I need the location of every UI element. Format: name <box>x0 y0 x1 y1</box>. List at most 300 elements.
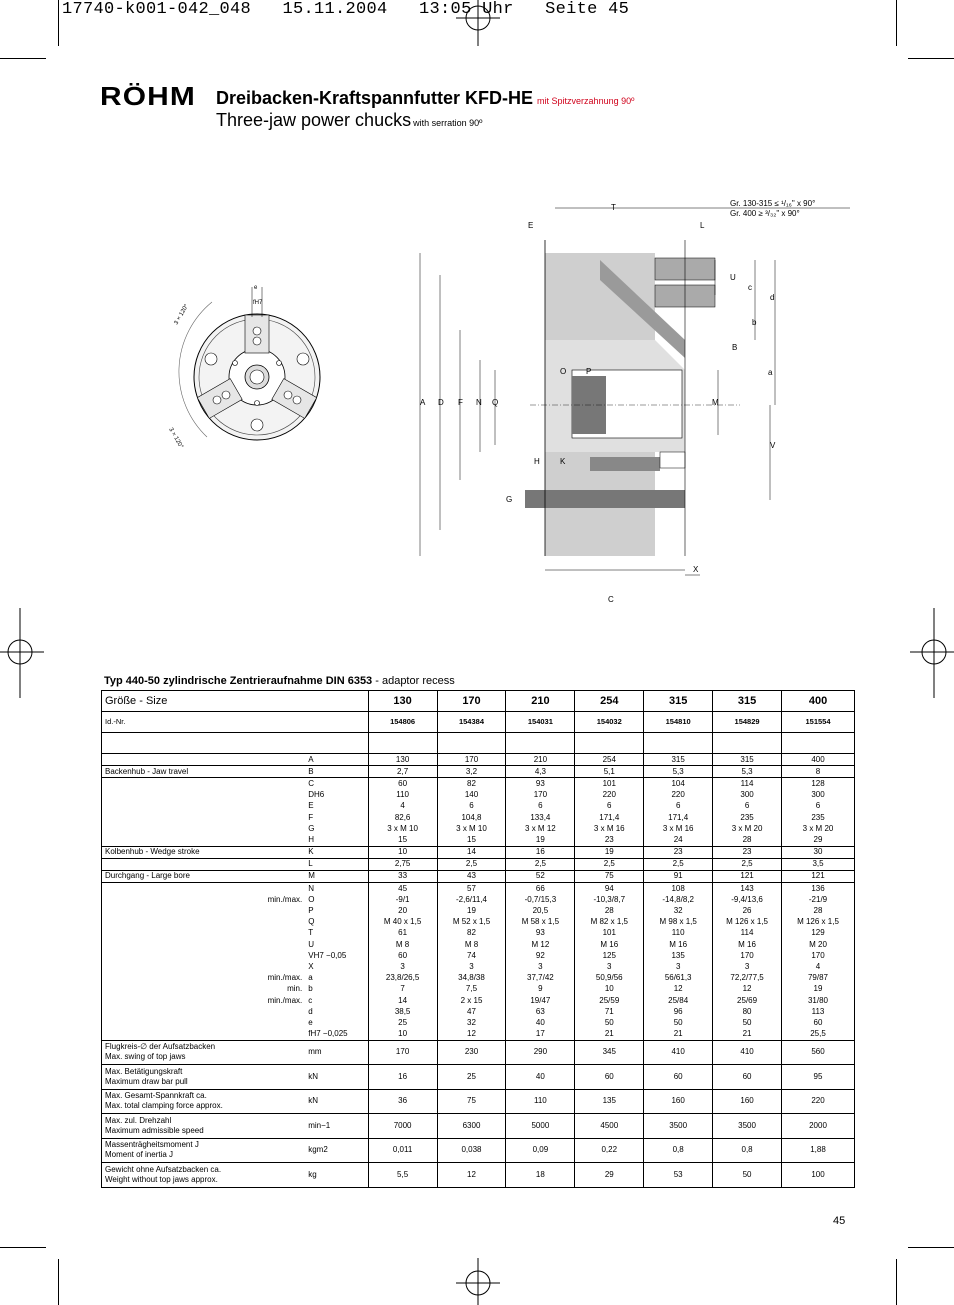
id-cell: 154810 <box>644 712 713 733</box>
label-en: Moment of inertia J <box>105 1150 174 1160</box>
value-cell: -14,8/8,2 <box>644 894 713 905</box>
value-cell: 92 <box>506 950 575 961</box>
value-cell: 25/84 <box>644 995 713 1006</box>
value-cell: 3,2 <box>437 766 506 778</box>
value-cell: 3 x M 20 <box>782 823 855 834</box>
row-label <box>102 1114 306 1139</box>
row-label <box>102 917 250 928</box>
title-en-main: Three-jaw power chucks <box>216 110 412 130</box>
dim-M: M <box>712 398 719 407</box>
value-cell: 2 x 15 <box>437 995 506 1006</box>
registration-mark-top <box>456 0 500 48</box>
row-symbol: d <box>305 1006 368 1017</box>
crop-mark <box>896 1259 897 1305</box>
blank-cell <box>506 733 575 754</box>
value-cell: 133,4 <box>506 812 575 823</box>
value-cell: 101 <box>575 778 644 790</box>
table-row <box>102 1163 855 1188</box>
value-cell: 47 <box>437 1006 506 1017</box>
blank-cell <box>437 733 506 754</box>
drawing-note-2: Gr. 400 ≥ ³/₃₂" x 90° <box>730 209 800 218</box>
value-cell: 113 <box>782 1006 855 1017</box>
value-cell: 136 <box>782 883 855 895</box>
label-de: Max. Gesamt-Spannkraft ca. <box>105 1091 207 1101</box>
value-cell: 254 <box>575 754 644 766</box>
table-row <box>102 790 855 801</box>
table-row <box>102 1029 855 1041</box>
value-cell: 75 <box>437 1089 506 1114</box>
value-cell: M 98 x 1,5 <box>644 917 713 928</box>
row-label <box>102 1065 306 1090</box>
value-cell: 93 <box>506 928 575 939</box>
value-cell: 160 <box>644 1089 713 1114</box>
row-label <box>102 1017 250 1028</box>
value-cell: 25 <box>368 1017 437 1028</box>
row-label <box>102 1163 306 1188</box>
value-cell: 125 <box>575 950 644 961</box>
crop-mark <box>58 1259 59 1305</box>
row-qualifier <box>249 917 305 928</box>
row-symbol: H <box>305 834 368 846</box>
label-angle-2: 3 × 120° <box>167 427 184 450</box>
table-row <box>102 1138 855 1163</box>
value-cell: 79/87 <box>782 973 855 984</box>
row-unit: kN <box>305 1065 368 1090</box>
label-en: Maximum draw bar pull <box>105 1076 188 1086</box>
value-cell: 2,5 <box>644 858 713 870</box>
dim-B: B <box>732 343 738 352</box>
value-cell: 3 <box>713 961 782 972</box>
value-cell: 110 <box>644 928 713 939</box>
row-label: Backenhub - Jaw travel <box>102 766 250 778</box>
value-cell: 110 <box>506 1089 575 1114</box>
dim-N: N <box>476 398 482 407</box>
value-cell: 3,5 <box>782 858 855 870</box>
table-row <box>102 766 855 778</box>
value-cell: 50 <box>644 1017 713 1028</box>
value-cell: 220 <box>644 790 713 801</box>
value-cell: 12 <box>644 984 713 995</box>
value-cell: 6300 <box>437 1114 506 1139</box>
value-cell: 3 <box>644 961 713 972</box>
dim-K: K <box>560 457 566 466</box>
row-symbol: N <box>305 883 368 895</box>
row-label <box>102 928 250 939</box>
size-cell: 170 <box>437 691 506 712</box>
value-cell: 71 <box>575 1006 644 1017</box>
row-unit: min−1 <box>305 1114 368 1139</box>
title-en-sub: with serration 90º <box>413 118 483 128</box>
row-symbol: e <box>305 1017 368 1028</box>
value-cell: 345 <box>575 1040 644 1065</box>
value-cell: 400 <box>782 754 855 766</box>
dim-E: E <box>528 221 534 230</box>
value-cell: -10,3/8,7 <box>575 894 644 905</box>
size-cell: 315 <box>644 691 713 712</box>
value-cell: 96 <box>644 1006 713 1017</box>
value-cell: 25/59 <box>575 995 644 1006</box>
dim-H: H <box>534 457 540 466</box>
value-cell: 7 <box>368 984 437 995</box>
size-cell: 254 <box>575 691 644 712</box>
crop-mark <box>58 0 59 46</box>
row-symbol: C <box>305 778 368 790</box>
value-cell: 315 <box>644 754 713 766</box>
size-label: Größe - Size <box>102 691 369 712</box>
value-cell: 170 <box>713 950 782 961</box>
row-qualifier <box>249 1029 305 1041</box>
value-cell: 32 <box>644 905 713 916</box>
value-cell: 290 <box>506 1040 575 1065</box>
value-cell: 160 <box>713 1089 782 1114</box>
value-cell: 21 <box>644 1029 713 1041</box>
value-cell: M 58 x 1,5 <box>506 917 575 928</box>
technical-drawing <box>140 180 860 610</box>
value-cell: 23 <box>575 834 644 846</box>
value-cell: 6 <box>644 801 713 812</box>
value-cell: 37,7/42 <box>506 973 575 984</box>
value-cell: 114 <box>713 778 782 790</box>
row-qualifier: min. <box>287 984 303 994</box>
label-de: Max. zul. Drehzahl <box>105 1115 172 1125</box>
value-cell: 63 <box>506 1006 575 1017</box>
value-cell: 2,75 <box>368 858 437 870</box>
value-cell: 40 <box>506 1065 575 1090</box>
table-caption <box>104 675 455 687</box>
value-cell: 57 <box>437 883 506 895</box>
value-cell: 74 <box>437 950 506 961</box>
value-cell: 40 <box>506 1017 575 1028</box>
label-e: e <box>254 285 258 291</box>
value-cell: 6 <box>713 801 782 812</box>
value-cell: 5,3 <box>713 766 782 778</box>
value-cell: 3 x M 20 <box>713 823 782 834</box>
value-cell: 0,011 <box>368 1138 437 1163</box>
label-en: Weight without top jaws approx. <box>105 1174 218 1184</box>
size-row <box>102 691 855 712</box>
value-cell: 14 <box>437 846 506 858</box>
row-qualifier <box>249 801 305 812</box>
value-cell: 12 <box>437 1029 506 1041</box>
row-symbol: T <box>305 928 368 939</box>
row-label <box>102 883 250 895</box>
value-cell: 100 <box>782 1163 855 1188</box>
value-cell: 108 <box>644 883 713 895</box>
value-cell: -9/1 <box>368 894 437 905</box>
row-label <box>102 1138 306 1163</box>
row-qualifier <box>249 928 305 939</box>
value-cell: -9,4/13,6 <box>713 894 782 905</box>
value-cell: 114 <box>713 928 782 939</box>
value-cell: 56/61,3 <box>644 973 713 984</box>
value-cell: 28 <box>782 905 855 916</box>
value-cell: 25,5 <box>782 1029 855 1041</box>
value-cell: 3 x M 16 <box>575 823 644 834</box>
value-cell: 3 x M 10 <box>437 823 506 834</box>
value-cell: M 126 x 1,5 <box>713 917 782 928</box>
registration-mark-left <box>0 608 44 698</box>
value-cell: 170 <box>368 1040 437 1065</box>
value-cell: 104 <box>644 778 713 790</box>
id-cell: 154031 <box>506 712 575 733</box>
dim-F: F <box>458 398 463 407</box>
dim-G: G <box>506 495 513 504</box>
caption-bold: Typ 440-50 zylindrische Zentrieraufnahme DIN 6353 <box>104 675 373 687</box>
dim-P: P <box>586 367 592 376</box>
row-label: Durchgang - Large bore <box>102 870 250 882</box>
table-row <box>102 961 855 972</box>
value-cell: 28 <box>713 834 782 846</box>
value-cell: M 8 <box>368 939 437 950</box>
blank-cell <box>102 733 369 754</box>
value-cell: 12 <box>713 984 782 995</box>
value-cell: 10 <box>575 984 644 995</box>
row-symbol: X <box>305 961 368 972</box>
value-cell: 19 <box>575 846 644 858</box>
value-cell: 6 <box>575 801 644 812</box>
value-cell: 94 <box>575 883 644 895</box>
table-row <box>102 973 855 984</box>
value-cell: 17 <box>506 1029 575 1041</box>
value-cell: 80 <box>713 1006 782 1017</box>
row-symbol: F <box>305 812 368 823</box>
value-cell: 16 <box>368 1065 437 1090</box>
size-cell: 130 <box>368 691 437 712</box>
row-unit: kgm2 <box>305 1138 368 1163</box>
dim-U: U <box>730 273 736 282</box>
row-symbol: b <box>305 984 368 995</box>
value-cell: 2,5 <box>713 858 782 870</box>
value-cell: 50 <box>713 1163 782 1188</box>
value-cell: 410 <box>713 1040 782 1065</box>
value-cell: 61 <box>368 928 437 939</box>
value-cell: 5,1 <box>575 766 644 778</box>
value-cell: 19 <box>782 984 855 995</box>
row-qualifier <box>249 823 305 834</box>
table-row <box>102 812 855 823</box>
table-row <box>102 939 855 950</box>
table-row <box>102 1065 855 1090</box>
value-cell: 3 <box>575 961 644 972</box>
value-cell: 171,4 <box>575 812 644 823</box>
value-cell: 15 <box>368 834 437 846</box>
label-angle-1: 3 × 120° <box>173 303 191 326</box>
value-cell: 560 <box>782 1040 855 1065</box>
dim-b: b <box>752 318 757 327</box>
row-symbol: E <box>305 801 368 812</box>
id-cell: 151554 <box>782 712 855 733</box>
id-cell: 154032 <box>575 712 644 733</box>
value-cell: 93 <box>506 778 575 790</box>
blank-cell <box>575 733 644 754</box>
id-row <box>102 712 855 733</box>
value-cell: -21/9 <box>782 894 855 905</box>
registration-mark-right <box>910 608 954 698</box>
value-cell: 235 <box>782 812 855 823</box>
value-cell: 18 <box>506 1163 575 1188</box>
row-symbol: c <box>305 995 368 1006</box>
value-cell: 220 <box>782 1089 855 1114</box>
table-row <box>102 858 855 870</box>
value-cell: 5,3 <box>644 766 713 778</box>
label-de: Max. Betätigungskraft <box>105 1066 183 1076</box>
value-cell: 6 <box>437 801 506 812</box>
value-cell: 300 <box>713 790 782 801</box>
value-cell: 26 <box>713 905 782 916</box>
value-cell: 0,22 <box>575 1138 644 1163</box>
blank-cell <box>368 733 437 754</box>
value-cell: M 12 <box>506 939 575 950</box>
value-cell: 140 <box>437 790 506 801</box>
value-cell: 7000 <box>368 1114 437 1139</box>
value-cell: 315 <box>713 754 782 766</box>
value-cell: 170 <box>437 754 506 766</box>
row-qualifier <box>249 905 305 916</box>
row-symbol: VH7 −0,05 <box>305 950 368 961</box>
table-row <box>102 1089 855 1114</box>
crop-mark <box>0 58 46 59</box>
value-cell: 60 <box>644 1065 713 1090</box>
row-label <box>102 778 250 790</box>
value-cell: 3500 <box>644 1114 713 1139</box>
row-symbol: fH7 −0,025 <box>305 1029 368 1041</box>
value-cell: M 40 x 1,5 <box>368 917 437 928</box>
value-cell: 3 <box>437 961 506 972</box>
row-qualifier <box>249 870 305 882</box>
table-row <box>102 1114 855 1139</box>
value-cell: 60 <box>713 1065 782 1090</box>
print-header: 17740-k001-042_048 15.11.2004 13:05 Uhr Seite 45 <box>62 0 630 19</box>
value-cell: 82 <box>437 778 506 790</box>
table-row <box>102 846 855 858</box>
dim-T: T <box>611 203 616 212</box>
value-cell: 82,6 <box>368 812 437 823</box>
table-row <box>102 1006 855 1017</box>
dim-c: c <box>748 283 752 292</box>
value-cell: 52 <box>506 870 575 882</box>
table-row <box>102 917 855 928</box>
value-cell: M 16 <box>575 939 644 950</box>
dim-V: V <box>770 441 776 450</box>
table-row <box>102 883 855 895</box>
value-cell: 5,5 <box>368 1163 437 1188</box>
table-row <box>102 984 855 995</box>
value-cell: 21 <box>575 1029 644 1041</box>
value-cell: M 82 x 1,5 <box>575 917 644 928</box>
value-cell: 10 <box>368 846 437 858</box>
row-label <box>102 823 250 834</box>
value-cell: 12 <box>437 1163 506 1188</box>
value-cell: 29 <box>575 1163 644 1188</box>
value-cell: M 8 <box>437 939 506 950</box>
crop-mark <box>908 58 954 59</box>
table-row <box>102 1017 855 1028</box>
row-symbol: U <box>305 939 368 950</box>
value-cell: 82 <box>437 928 506 939</box>
value-cell: 2,5 <box>575 858 644 870</box>
crop-mark <box>908 1247 954 1248</box>
table-row <box>102 905 855 916</box>
label-en: Max. swing of top jaws <box>105 1052 186 1062</box>
row-qualifier <box>249 766 305 778</box>
value-cell: 3500 <box>713 1114 782 1139</box>
row-symbol: A <box>305 754 368 766</box>
id-cell: 154806 <box>368 712 437 733</box>
roehm-logo <box>100 83 196 107</box>
blank-cell <box>644 733 713 754</box>
row-qualifier <box>249 939 305 950</box>
value-cell: 50 <box>575 1017 644 1028</box>
row-label <box>102 984 250 995</box>
caption-rest: - adaptor recess <box>372 675 455 687</box>
label-en: Maximum admissible speed <box>105 1125 204 1135</box>
value-cell: 32 <box>437 1017 506 1028</box>
value-cell: 50 <box>713 1017 782 1028</box>
dim-C: C <box>608 595 614 604</box>
value-cell: 171,4 <box>644 812 713 823</box>
value-cell: M 16 <box>644 939 713 950</box>
row-symbol: G <box>305 823 368 834</box>
value-cell: 3 <box>506 961 575 972</box>
dim-L: L <box>700 221 705 230</box>
value-cell: 66 <box>506 883 575 895</box>
row-qualifier <box>249 883 305 895</box>
page-title-en <box>216 110 482 131</box>
value-cell: 4,3 <box>506 766 575 778</box>
value-cell: 3 x M 16 <box>644 823 713 834</box>
row-label <box>102 1089 306 1114</box>
row-qualifier <box>249 790 305 801</box>
value-cell: 4 <box>782 961 855 972</box>
row-label <box>102 961 250 972</box>
label-de: Flugkreis-∅ der Aufsatzbacken <box>105 1042 216 1052</box>
value-cell: 29 <box>782 834 855 846</box>
value-cell: 170 <box>506 790 575 801</box>
drawing-note-1: Gr. 130-315 ≤ ¹/₁₆" x 90° <box>730 199 816 208</box>
label-en: Max. total clamping force approx. <box>105 1101 223 1111</box>
value-cell: 45 <box>368 883 437 895</box>
value-cell: 19/47 <box>506 995 575 1006</box>
value-cell: 170 <box>782 950 855 961</box>
value-cell: 121 <box>782 870 855 882</box>
table-row <box>102 834 855 846</box>
row-label <box>102 790 250 801</box>
label-de: Gewicht ohne Aufsatzbacken ca. <box>105 1164 222 1174</box>
value-cell: 19 <box>437 905 506 916</box>
row-qualifier: min./max. <box>267 995 303 1005</box>
id-cell: 154829 <box>713 712 782 733</box>
row-label: Kolbenhub - Wedge stroke <box>102 846 250 858</box>
value-cell: 20 <box>368 905 437 916</box>
value-cell: 6 <box>506 801 575 812</box>
row-qualifier <box>249 834 305 846</box>
value-cell: 121 <box>713 870 782 882</box>
row-qualifier <box>249 961 305 972</box>
value-cell: 36 <box>368 1089 437 1114</box>
value-cell: 60 <box>575 1065 644 1090</box>
value-cell: M 16 <box>713 939 782 950</box>
table-row <box>102 894 855 905</box>
blank-cell <box>713 733 782 754</box>
row-label <box>102 950 250 961</box>
row-label <box>102 1029 250 1041</box>
row-qualifier <box>249 846 305 858</box>
value-cell: 50,9/56 <box>575 973 644 984</box>
value-cell: 300 <box>782 790 855 801</box>
row-symbol: DH6 <box>305 790 368 801</box>
value-cell: 53 <box>644 1163 713 1188</box>
label-de: Massenträgheitsmoment J <box>105 1140 199 1150</box>
